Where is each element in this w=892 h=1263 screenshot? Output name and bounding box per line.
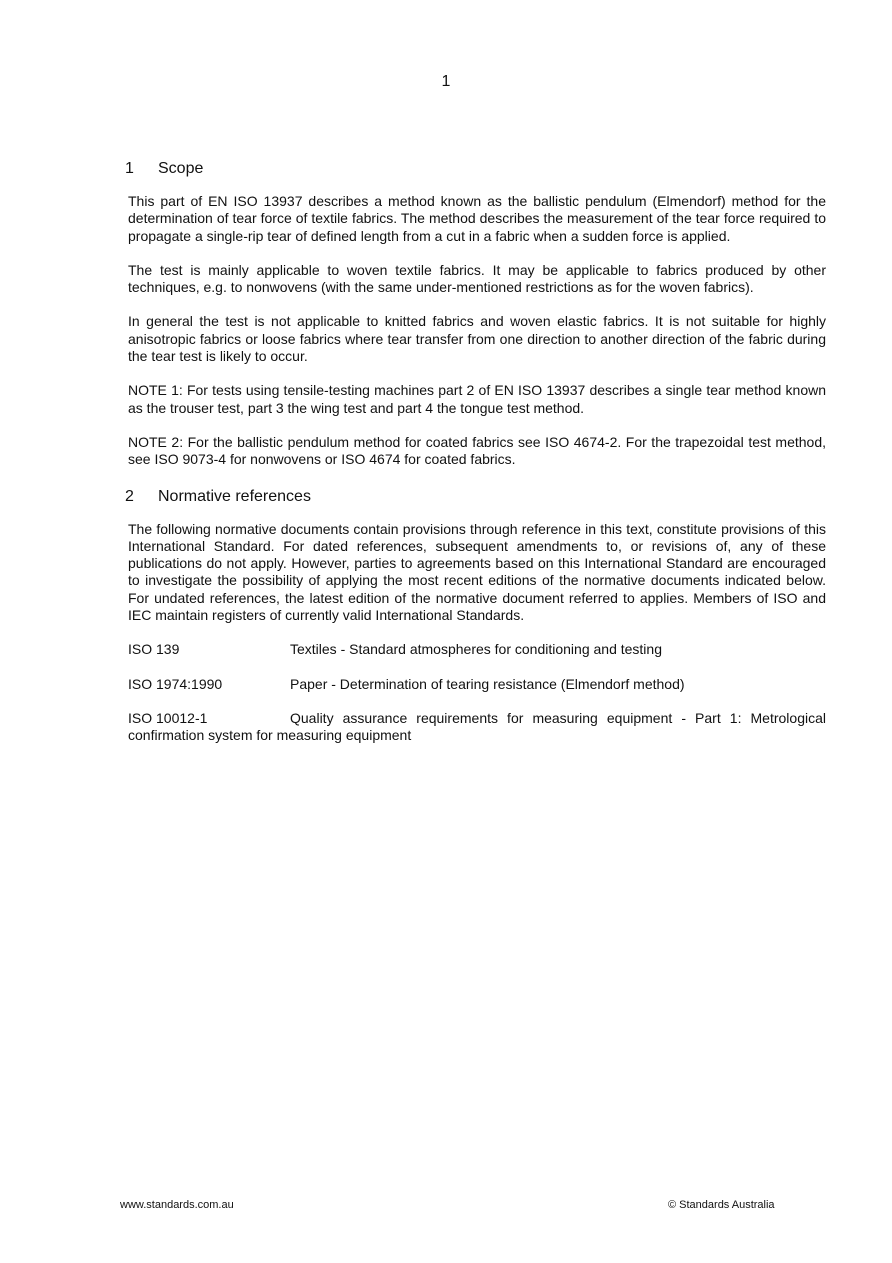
document-body bbox=[125, 160, 826, 762]
note-paragraph: NOTE 1: For tests using tensile-testing machines part 2 of EN ISO 13937 describes a single tear method known as the trouser test, part 3 the wing test and part 4 the tongue test method. bbox=[128, 382, 826, 416]
section-normative-references bbox=[125, 487, 826, 745]
section-heading bbox=[125, 488, 826, 506]
page-number: 1 bbox=[441, 73, 451, 90]
reference-entry bbox=[128, 641, 826, 658]
reference-title: Quality assurance requirements for measuring equipment - Part 1: Metrological confirmation system for measuring equipment bbox=[128, 709, 826, 744]
section-number: 2 bbox=[125, 487, 134, 505]
reference-code: ISO 139 bbox=[128, 641, 180, 658]
reference-title: Paper - Determination of tearing resistance (Elmendorf method) bbox=[290, 675, 685, 692]
reference-entry bbox=[128, 710, 826, 745]
section-title: Scope bbox=[158, 160, 204, 177]
section-number: 1 bbox=[125, 160, 134, 177]
section-heading bbox=[125, 160, 826, 178]
paragraph: This part of EN ISO 13937 describes a method known as the ballistic pendulum (Elmendorf) method for the determination of tear force of textile fabrics. The method describes the measurement of the tear force required to propagate a single-rip tear of defined length from a cut in a fabric when a sudden force is applied. bbox=[128, 193, 826, 244]
paragraph: The following normative documents contain provisions through reference in this text, constitute provisions of this International Standard. For dated references, subsequent amendments to, or revisions of, any of these publications do not apply. However, parties to agreements based on this International Standard are encouraged to investigate the possibility of applying the most recent editions of the normative documents indicated below. For undated references, the latest edition of the normative document referred to applies. Members of ISO and IEC maintain registers of currently valid International Standards. bbox=[128, 520, 826, 624]
section-title: Normative references bbox=[158, 487, 311, 505]
reference-code: ISO 10012-1 bbox=[128, 709, 208, 726]
reference-code: ISO 1974:1990 bbox=[128, 675, 223, 692]
section-scope bbox=[125, 160, 826, 469]
paragraph: In general the test is not applicable to knitted fabrics and woven elastic fabrics. It is not suitable for highly anisotropic fabrics or loose fabrics where tear transfer from one direction to another direction of the fabric during the tear test is likely to occur. bbox=[128, 313, 826, 365]
footer-website: www.standards.com.au bbox=[120, 1199, 234, 1211]
reference-title: Textiles - Standard atmospheres for conditioning and testing bbox=[290, 641, 662, 658]
footer-copyright: © Standards Australia bbox=[668, 1199, 775, 1211]
paragraph: The test is mainly applicable to woven textile fabrics. It may be applicable to fabrics produced by other techniques, e.g. to nonwovens (with the same under-mentioned restrictions as for the woven fabrics). bbox=[128, 261, 826, 296]
note-paragraph: NOTE 2: For the ballistic pendulum method for coated fabrics see ISO 4674-2. For the trapezoidal test method, see ISO 9073-4 for nonwovens or ISO 4674 for coated fabrics. bbox=[128, 433, 826, 468]
reference-entry bbox=[128, 676, 826, 693]
